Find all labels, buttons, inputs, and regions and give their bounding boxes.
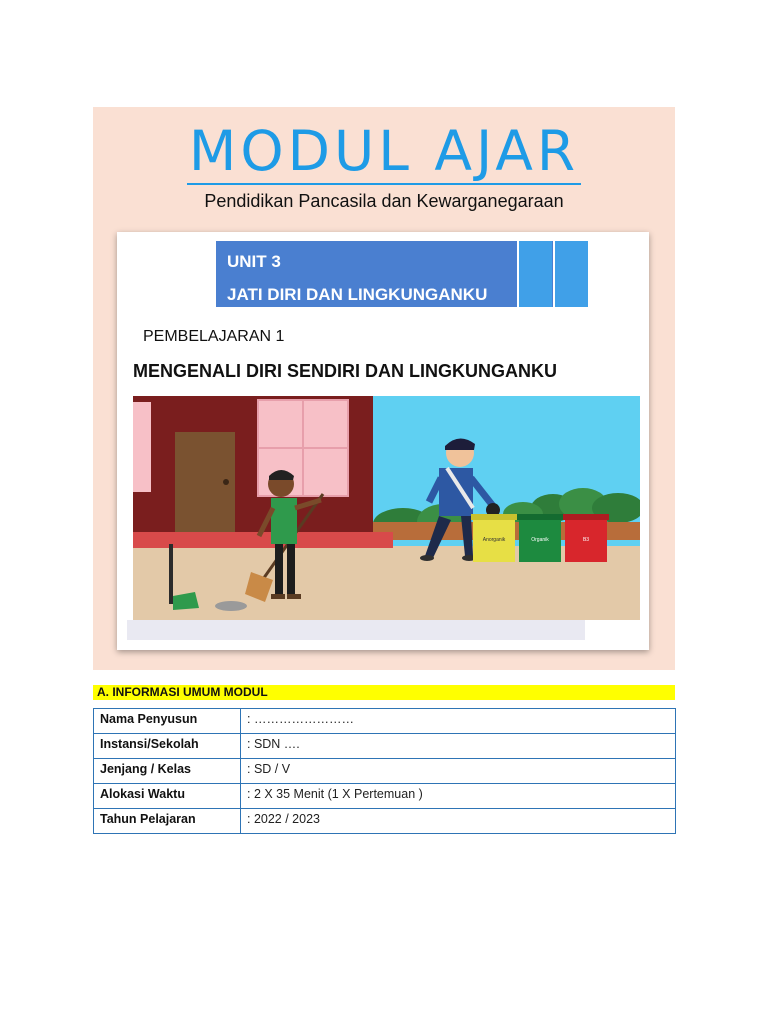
module-info-table: [93, 708, 676, 834]
row-label: Tahun Pelajaran: [94, 809, 241, 834]
row-value: : SD / V: [241, 759, 676, 784]
table-row: [94, 809, 676, 834]
unit-label: UNIT 3: [227, 252, 281, 271]
module-title: MODUL AJAR: [188, 119, 580, 183]
bin-organik: [517, 514, 563, 562]
row-value: : ……………………: [241, 709, 676, 734]
row-label: Nama Penyusun: [94, 709, 241, 734]
row-value: : 2 X 35 Menit (1 X Pertemuan ): [241, 784, 676, 809]
bin-anorganik: [471, 514, 517, 562]
dustpan-handle: [169, 544, 173, 604]
bin-b3: [563, 514, 609, 562]
row-label: Jenjang / Kelas: [94, 759, 241, 784]
lesson-title: MENGENALI DIRI SENDIRI DAN LINGKUNGANKU: [133, 361, 558, 381]
ground: [133, 546, 640, 620]
section-heading: A. INFORMASI UMUM MODUL: [93, 685, 675, 700]
illustration-shadow: [127, 620, 585, 640]
banner-stripe: [517, 241, 552, 307]
cleaning-illustration: [133, 396, 640, 620]
table-row: [94, 784, 676, 809]
unit-card: [117, 232, 649, 650]
row-value: : 2022 / 2023: [241, 809, 676, 834]
table-row: [94, 709, 676, 734]
unit-title: JATI DIRI DAN LINGKUNGANKU: [227, 285, 488, 304]
table-row: [94, 734, 676, 759]
svg-text:Anorganik: Anorganik: [482, 537, 506, 543]
cover-panel: [93, 107, 675, 670]
banner-stripe: [553, 241, 588, 307]
row-label: Instansi/Sekolah: [94, 734, 241, 759]
row-label: Alokasi Waktu: [94, 784, 241, 809]
svg-text:B3: B3: [582, 537, 590, 543]
dirt-pile: [215, 601, 247, 611]
window-left: [133, 402, 151, 492]
svg-text:Organik: Organik: [531, 537, 549, 543]
subject-subtitle: Pendidikan Pancasila dan Kewarganegaraan: [204, 191, 564, 211]
row-value: : SDN ….: [241, 734, 676, 759]
table-row: [94, 759, 676, 784]
lesson-number: PEMBELAJARAN 1: [143, 328, 285, 345]
